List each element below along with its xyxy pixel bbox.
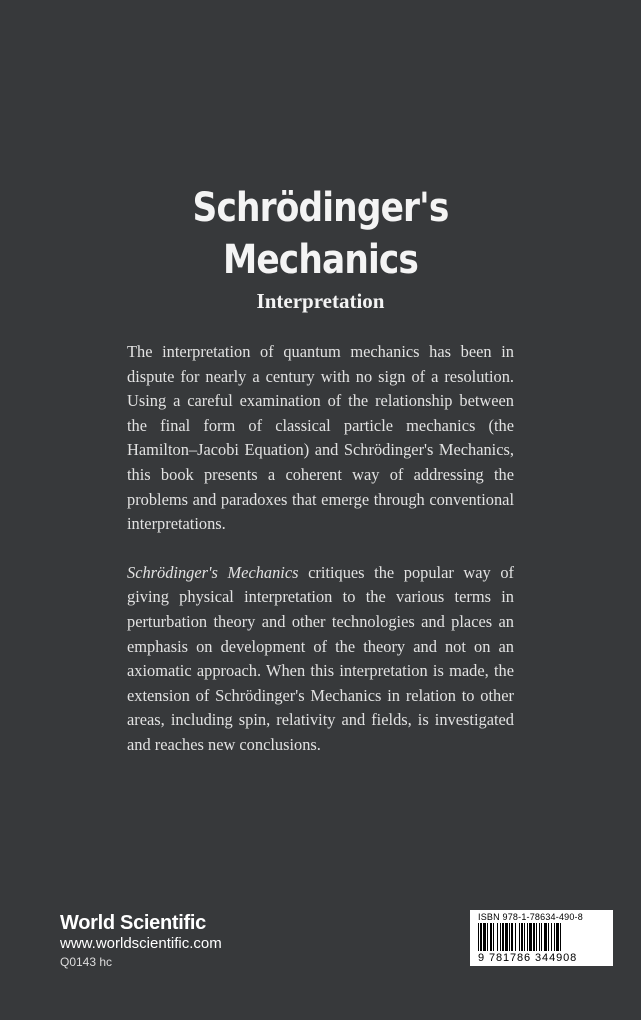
- barcode-bar: [548, 923, 549, 951]
- book-title-line-2: Mechanics: [222, 237, 419, 283]
- barcode-bar: [527, 923, 528, 951]
- barcode-bar: [478, 923, 479, 951]
- book-subtitle: Interpretation: [256, 289, 385, 313]
- barcode-bar: [544, 923, 547, 951]
- barcode-bar: [502, 923, 504, 951]
- barcode-bar: [509, 923, 510, 951]
- barcode-bar: [539, 923, 540, 951]
- publisher-url: www.worldscientific.com: [60, 935, 222, 952]
- book-description: [127, 340, 514, 782]
- barcode-bar: [541, 923, 542, 951]
- barcode-bar: [480, 923, 482, 951]
- title-block: [0, 182, 641, 314]
- barcode-bar: [505, 923, 508, 951]
- barcode-digits: 9 781786 344908: [478, 952, 578, 964]
- book-title-line-1: Schrödinger's: [192, 185, 449, 231]
- barcode-bar: [497, 923, 498, 951]
- product-code: Q0143 hc: [60, 955, 113, 969]
- barcode-bar: [511, 923, 513, 951]
- barcode-bar: [487, 923, 488, 951]
- barcode-bar: [554, 923, 555, 951]
- barcode-bar: [524, 923, 525, 951]
- publisher-block: [60, 912, 222, 970]
- description-paragraph-2-text: critiques the popular way of giving physical interpretation to the various terms in perturbation theory and other technologies and places an emphasis on development of the theory and not on an axiomatic approach. When this interpretation is made, the extension of Schrödinger's Mechanics in relation to other areas, including spin, relativity and fields, is investigated and reaches new conclusions.: [127, 562, 514, 754]
- description-italic-title: Schrödinger's Mechanics: [127, 562, 299, 582]
- barcode-bar: [519, 923, 520, 951]
- barcode-bar: [500, 923, 501, 951]
- description-paragraph-1: The interpretation of quantum mechanics has been in dispute for nearly a century with no sign of a resolution. Using a careful examination of the relationship between the final form of classical particle mechanics (the Hamilton–Jacobi Equation) and Schrödinger's Mechanics, this book presents a coherent way of addressing the problems and paradoxes that emerge through conventional interpretations.: [127, 342, 514, 534]
- publisher-name: World Scientific: [60, 912, 206, 934]
- barcode-bar: [560, 923, 561, 951]
- barcode-bar: [521, 923, 523, 951]
- barcode-bar: [493, 923, 494, 951]
- isbn-label: ISBN 978-1-78634-490-8: [478, 912, 583, 922]
- barcode-bar: [556, 923, 559, 951]
- barcode-box: [470, 910, 613, 966]
- barcode-bar: [533, 923, 535, 951]
- barcode-icon: [476, 923, 607, 953]
- description-paragraph-2: [127, 561, 514, 758]
- barcode-bar: [551, 923, 552, 951]
- barcode-bar: [490, 923, 492, 951]
- barcode-bar: [515, 923, 516, 951]
- barcode-bar: [536, 923, 537, 951]
- barcode-bar: [529, 923, 532, 951]
- barcode-bar: [483, 923, 486, 951]
